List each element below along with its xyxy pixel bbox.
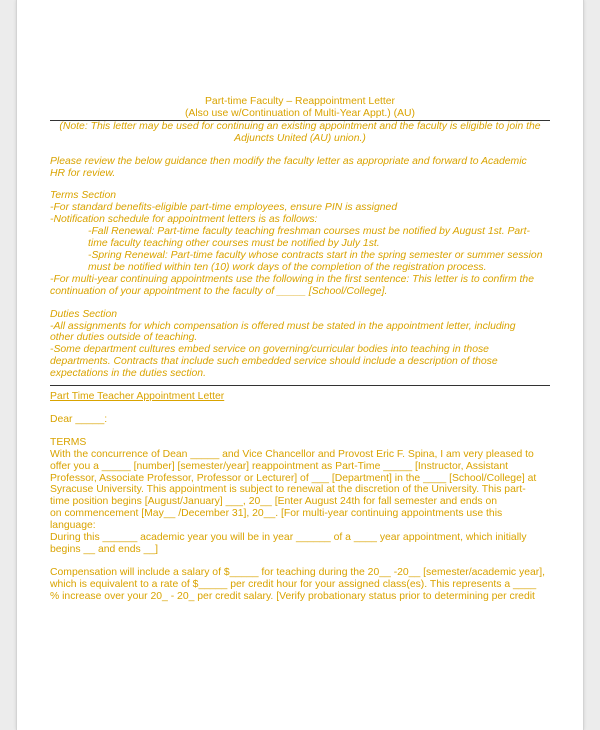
- body-line-1: With the concurrence of Dean _____ and Vice Chancellor and Provost Eric F. Spina, I am very pleased to: [50, 448, 534, 460]
- duties-item-1-line-2: other duties outside of teaching.: [50, 332, 198, 344]
- compensation-line-1: Compensation will include a salary of $_____ for teaching during the 20__ -20__ [semester/academic year],: [50, 566, 545, 578]
- spring-renewal-line-2: must be notified within ten (10) work days of the completion of the registration process.: [88, 261, 487, 273]
- note-line-2: Adjuncts United (AU) union.): [234, 132, 366, 144]
- document-page: [16, 0, 584, 730]
- salutation: Dear _____:: [50, 413, 108, 425]
- terms-item-2: -Notification schedule for appointment letters is as follows:: [50, 214, 318, 226]
- fall-renewal-line-1: -Fall Renewal: Part-time faculty teaching freshman courses must be notified by August 1st. Part-: [88, 226, 530, 238]
- terms-label: TERMS: [50, 436, 87, 448]
- fall-renewal-line-2: time faculty teaching other courses must be notified by July 1st.: [88, 238, 380, 250]
- multi-year-line-2: continuation of your appointment to the faculty of _____ [School/College].: [50, 285, 388, 297]
- review-line-1: Please review the below guidance then modify the faculty letter as appropriate and forward to Academic: [50, 155, 527, 167]
- duties-item-2-line-1: -Some department cultures embed service on governing/curricular bodies into teaching in those: [50, 344, 489, 356]
- multi-year-line-1: -For multi-year continuing appointments use the following in the first sentence: This letter is to confirm the: [50, 273, 534, 285]
- body-line-3: Professor, Associate Professor, Professor or Lecturer] of ___ [Department] in the ____ [School/College] at: [50, 472, 537, 484]
- body-line-4: Syracuse University. This appointment is subject to renewal at the discretion of the University. This part-: [50, 484, 526, 496]
- duties-item-2-line-2: departments. Contracts that include such embedded service should include a description of those: [50, 356, 498, 368]
- body-line-7: During this ______ academic year you will be in year ______ of a ____ year appointment, which initially: [50, 532, 527, 544]
- document-subtitle: (Also use w/Continuation of Multi-Year Appt.) (AU): [184, 107, 416, 119]
- body-line-2: offer you a _____ [number] [semester/year] reappointment as Part-Time _____ [Instructor, Assistant: [50, 460, 508, 472]
- spring-renewal-line-1: -Spring Renewal: Part-time faculty whose contracts start in the spring semester or summer session: [88, 249, 543, 261]
- letter-heading: Part Time Teacher Appointment Letter: [50, 391, 225, 403]
- body-line-5: time position begins [August/January] ___, 20__ [Enter August 24th for fall semester and ends on: [50, 496, 498, 508]
- document-title: Part-time Faculty – Reappointment Letter: [204, 96, 395, 107]
- duties-section-heading: Duties Section: [50, 308, 117, 320]
- note-line-1: (Note: This letter may be used for continuing an existing appointment and the faculty is eligible to join the: [59, 120, 541, 132]
- document-content: [50, 96, 550, 603]
- body-line-6: on commencement [May__ /December 31], 20__. [For multi-year continuing appointments use this language:: [50, 508, 503, 532]
- duties-item-1-line-1: -All assignments for which compensation is offered must be stated in the appointment letter, including: [50, 320, 516, 332]
- review-line-2: HR for review.: [50, 167, 116, 179]
- terms-item-1: -For standard benefits-eligible part-time employees, ensure PIN is assigned: [50, 202, 398, 214]
- duties-item-2-line-3: expectations in the duties section.: [50, 368, 206, 380]
- compensation-line-2: which is equivalent to a rate of $_____ per credit hour for your assigned class(es). This represents a ____: [50, 578, 537, 590]
- terms-section-heading: Terms Section: [50, 190, 117, 202]
- compensation-line-3: % increase over your 20_ - 20_ per credit salary. [Verify probationary status prior to determining per credit: [50, 590, 535, 602]
- body-line-8: begins __ and ends __]: [50, 544, 159, 555]
